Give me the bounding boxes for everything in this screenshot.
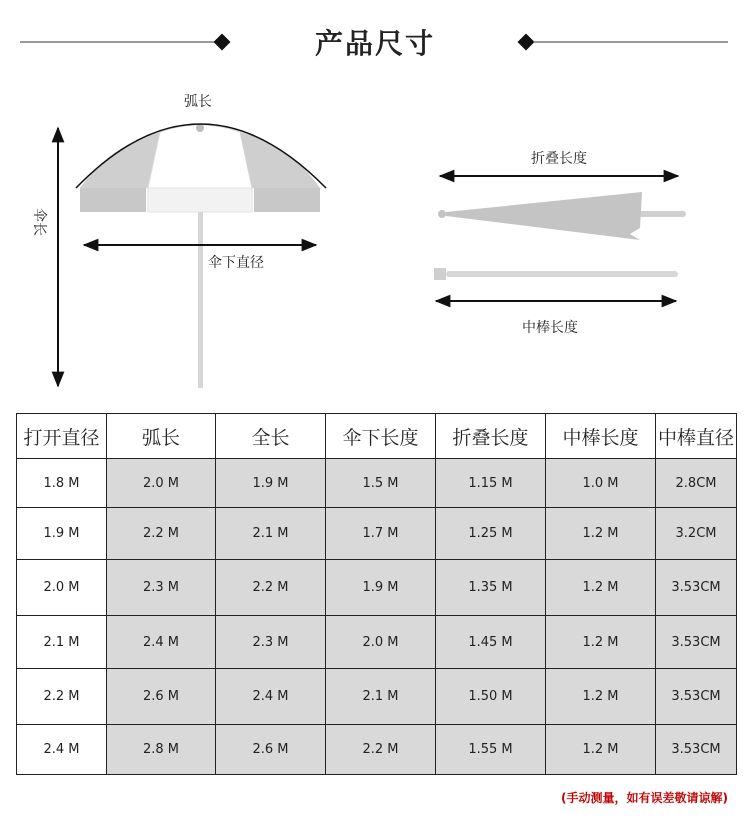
table-cell: 2.6 M [107,669,216,725]
header-under-length: 伞下长度 [326,414,436,459]
table-row [17,669,737,725]
table-row [17,725,737,775]
table-cell: 2.4 M [216,669,326,725]
table-cell: 3.2CM [656,508,737,560]
open-umbrella-illustration [58,124,326,388]
table-cell: 1.2 M [546,616,656,669]
table-cell: 1.2 M [546,725,656,775]
table-cell: 1.8 M [17,459,107,508]
table-cell: 1.2 M [546,508,656,560]
table-cell: 1.25 M [436,508,546,560]
table-cell: 1.35 M [436,560,546,616]
arc-length-label: 弧长 [184,94,212,110]
measurement-note: (手动测量，如有误差敬请谅解) [561,791,728,805]
table-cell: 2.4 M [17,725,107,775]
table-cell: 1.45 M [436,616,546,669]
table-cell: 2.1 M [17,616,107,669]
table-cell: 1.0 M [546,459,656,508]
under-diameter-label: 伞下直径 [208,255,264,271]
table-cell: 2.2 M [17,669,107,725]
table-cell: 1.5 M [326,459,436,508]
table-cell: 1.9 M [216,459,326,508]
table-cell: 3.53CM [656,669,737,725]
table-cell: 2.2 M [326,725,436,775]
header-arc-length: 弧长 [107,414,216,459]
table-cell: 2.4 M [107,616,216,669]
table-cell: 2.0 M [107,459,216,508]
table-header-row [17,414,737,459]
table-cell: 1.2 M [546,560,656,616]
folded-umbrella-illustration [438,176,686,240]
table-cell: 1.9 M [326,560,436,616]
page-title: 产品尺寸 [314,27,435,60]
folded-length-label: 折叠长度 [531,151,587,167]
header-folded-length: 折叠长度 [436,414,546,459]
table-cell: 3.53CM [656,616,737,669]
center-pole-illustration [434,268,678,301]
table-cell: 2.8CM [656,459,737,508]
title-divider-left [20,34,230,51]
title-divider-right [518,34,728,51]
table-cell: 2.8 M [107,725,216,775]
table-cell: 2.2 M [216,560,326,616]
table-cell: 2.2 M [107,508,216,560]
table-row [17,560,737,616]
table-cell: 2.1 M [216,508,326,560]
table-cell: 2.6 M [216,725,326,775]
table-cell: 3.53CM [656,560,737,616]
umbrella-length-label: 伞长 [31,208,47,236]
table-cell: 1.55 M [436,725,546,775]
spec-table [16,413,737,775]
table-cell: 1.2 M [546,669,656,725]
header-total-length: 全长 [216,414,326,459]
header-pole-diameter: 中棒直径 [656,414,737,459]
table-cell: 1.50 M [436,669,546,725]
table-row [17,459,737,508]
table-cell: 2.0 M [17,560,107,616]
pole-length-label: 中棒长度 [522,320,578,336]
table-cell: 2.1 M [326,669,436,725]
header-open-diameter: 打开直径 [17,414,107,459]
table-cell: 1.15 M [436,459,546,508]
table-cell: 2.0 M [326,616,436,669]
table-row [17,508,737,560]
table-cell: 3.53CM [656,725,737,775]
table-cell: 1.9 M [17,508,107,560]
table-cell: 2.3 M [107,560,216,616]
table-cell: 1.7 M [326,508,436,560]
header-pole-length: 中棒长度 [546,414,656,459]
table-row [17,616,737,669]
table-cell: 2.3 M [216,616,326,669]
